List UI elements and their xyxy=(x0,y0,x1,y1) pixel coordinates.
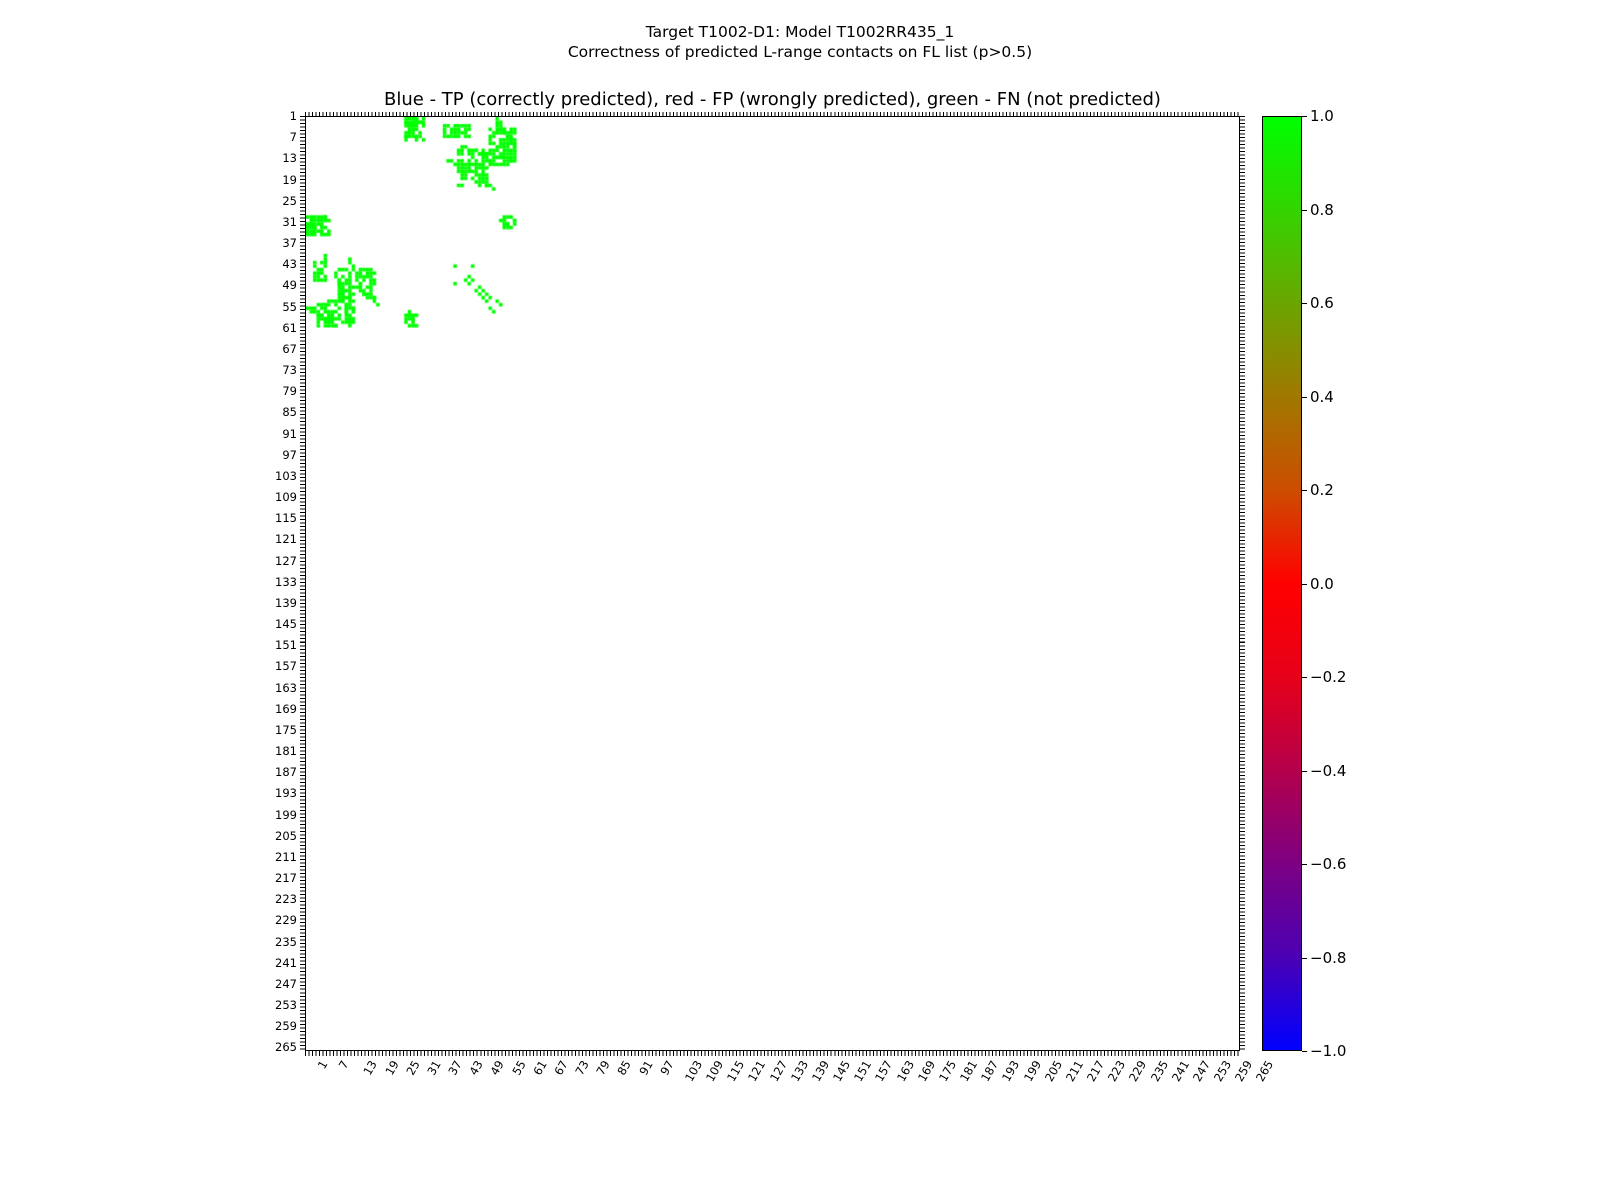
colorbar-tick xyxy=(1302,303,1307,304)
colorbar-tick xyxy=(1302,677,1307,678)
y-tick-label: 37 xyxy=(282,236,297,251)
y-tick-label: 31 xyxy=(282,214,297,229)
y-tick-label: 91 xyxy=(282,426,297,441)
y-axis-tick-labels xyxy=(240,109,297,1055)
x-tick-label: 19 xyxy=(381,1058,402,1078)
y-tick-label: 127 xyxy=(275,553,297,568)
x-tick-label: 79 xyxy=(593,1058,613,1078)
y-tick-label: 223 xyxy=(275,892,297,907)
y-tick-label: 67 xyxy=(282,341,297,356)
y-tick-label: 25 xyxy=(282,193,297,208)
x-axis-ticks-bottom xyxy=(305,1051,1240,1056)
colorbar-tick-label: 0.6 xyxy=(1310,294,1334,312)
x-tick-label: 37 xyxy=(445,1058,465,1078)
x-tick-label: 13 xyxy=(360,1058,381,1078)
colorbar-tick-labels xyxy=(1310,107,1390,1060)
x-tick-label: 121 xyxy=(745,1058,769,1085)
colorbar-tick-label: 1.0 xyxy=(1310,107,1334,125)
colorbar-tick-label: −1.0 xyxy=(1310,1042,1347,1060)
x-tick-label: 61 xyxy=(530,1058,550,1078)
colorbar-tick xyxy=(1302,397,1307,398)
x-tick-label: 223 xyxy=(1105,1058,1129,1085)
colorbar-tick-label: −0.8 xyxy=(1310,948,1347,967)
x-tick-label: 151 xyxy=(851,1058,875,1085)
x-tick-label: 49 xyxy=(487,1058,508,1078)
y-tick-label: 181 xyxy=(275,744,297,759)
y-tick-label: 43 xyxy=(282,257,297,272)
x-tick-label: 175 xyxy=(935,1058,959,1085)
x-tick-label: 229 xyxy=(1126,1058,1150,1085)
colorbar-gradient xyxy=(1262,116,1302,1051)
y-tick-label: 229 xyxy=(275,913,297,928)
y-tick-label: 217 xyxy=(275,871,297,886)
y-tick-label: 97 xyxy=(282,447,297,462)
y-tick-label: 199 xyxy=(275,807,297,822)
colorbar-tick-label: 0.4 xyxy=(1310,387,1334,406)
x-tick-label: 199 xyxy=(1020,1058,1044,1085)
x-tick-label: 265 xyxy=(1253,1058,1277,1085)
x-tick-label: 193 xyxy=(999,1058,1023,1085)
x-tick-label: 187 xyxy=(978,1058,1002,1085)
x-tick-label: 109 xyxy=(703,1058,727,1085)
y-tick-label: 19 xyxy=(282,172,297,187)
x-tick-label: 133 xyxy=(787,1058,811,1085)
y-tick-label: 55 xyxy=(282,299,297,314)
colorbar-tick-label: −0.2 xyxy=(1310,668,1347,686)
colorbar-tick xyxy=(1302,116,1307,117)
x-axis-tick-labels xyxy=(305,1058,1277,1118)
colorbar-tick xyxy=(1302,1051,1307,1052)
colorbar-ticks xyxy=(1302,116,1308,1051)
x-tick-label: 169 xyxy=(914,1058,938,1085)
x-tick-label: 67 xyxy=(551,1058,571,1078)
colorbar-tick-label: −0.6 xyxy=(1310,855,1347,873)
y-tick-label: 85 xyxy=(282,405,297,420)
y-tick-label: 121 xyxy=(275,532,297,547)
y-tick-label: 157 xyxy=(275,659,297,674)
x-tick-label: 103 xyxy=(681,1058,705,1085)
x-tick-label: 73 xyxy=(572,1058,592,1078)
x-tick-label: 211 xyxy=(1062,1058,1087,1085)
x-tick-label: 139 xyxy=(808,1058,832,1085)
contact-map-plot[interactable] xyxy=(305,116,1240,1051)
x-tick-label: 55 xyxy=(508,1058,529,1078)
y-axis-ticks-right xyxy=(1240,116,1245,1051)
x-tick-label: 43 xyxy=(466,1058,486,1078)
x-tick-label: 247 xyxy=(1189,1058,1214,1085)
y-tick-label: 265 xyxy=(275,1040,297,1055)
colorbar-tick-label: 0.2 xyxy=(1310,481,1334,499)
x-tick-label: 91 xyxy=(635,1058,656,1078)
contact-map-canvas xyxy=(306,117,1239,1050)
x-tick-label: 115 xyxy=(724,1058,748,1085)
y-tick-label: 79 xyxy=(282,384,297,399)
x-tick-label: 145 xyxy=(830,1058,854,1085)
x-tick-label: 157 xyxy=(872,1058,896,1085)
colorbar-tick xyxy=(1302,771,1307,772)
x-tick-label: 1 xyxy=(314,1058,331,1072)
x-tick-label: 181 xyxy=(957,1058,981,1085)
y-tick-label: 259 xyxy=(275,1019,297,1034)
y-tick-label: 163 xyxy=(275,680,297,695)
y-tick-label: 73 xyxy=(282,363,297,378)
y-tick-label: 247 xyxy=(275,976,297,991)
y-tick-label: 13 xyxy=(282,151,297,166)
colorbar-tick-label: −0.4 xyxy=(1310,761,1347,780)
y-tick-label: 193 xyxy=(275,786,297,801)
colorbar-tick xyxy=(1302,958,1307,959)
y-tick-label: 103 xyxy=(275,468,297,483)
colorbar-tick xyxy=(1302,584,1307,585)
y-tick-label: 61 xyxy=(282,320,297,335)
x-tick-label: 7 xyxy=(335,1058,352,1072)
y-tick-label: 145 xyxy=(275,617,297,632)
y-tick-label: 175 xyxy=(275,722,297,737)
x-tick-label: 217 xyxy=(1084,1058,1108,1085)
figure-title-line2: Correctness of predicted L-range contacts on FL list (p>0.5) xyxy=(567,43,1033,61)
x-tick-label: 205 xyxy=(1041,1058,1065,1085)
x-tick-label: 259 xyxy=(1232,1058,1256,1085)
axes-title-legend: Blue - TP (correctly predicted), red - FP (wrongly predicted), green - FN (not predicted) xyxy=(384,89,1161,110)
x-tick-label: 163 xyxy=(893,1058,917,1085)
y-tick-label: 187 xyxy=(275,765,297,780)
x-tick-label: 25 xyxy=(402,1058,423,1078)
colorbar-tick xyxy=(1302,490,1307,491)
y-tick-label: 49 xyxy=(282,278,297,293)
y-tick-label: 133 xyxy=(275,574,297,589)
y-tick-label: 1 xyxy=(289,109,297,123)
y-tick-label: 151 xyxy=(275,638,297,653)
y-tick-label: 241 xyxy=(275,955,297,970)
colorbar-tick xyxy=(1302,864,1307,865)
y-tick-label: 211 xyxy=(275,849,297,864)
y-tick-label: 205 xyxy=(275,828,297,843)
y-tick-label: 109 xyxy=(275,490,297,505)
x-tick-label: 97 xyxy=(657,1058,677,1078)
colorbar-tick-label: 0.8 xyxy=(1310,200,1334,219)
x-tick-label: 31 xyxy=(424,1058,444,1078)
x-tick-label: 241 xyxy=(1168,1058,1192,1085)
y-tick-label: 235 xyxy=(275,934,297,949)
x-tick-label: 85 xyxy=(614,1058,635,1078)
colorbar-tick xyxy=(1302,210,1307,211)
y-tick-label: 169 xyxy=(275,701,297,716)
x-tick-label: 127 xyxy=(766,1058,790,1085)
colorbar-tick-label: 0.0 xyxy=(1310,574,1334,593)
y-tick-label: 139 xyxy=(275,595,297,610)
y-tick-label: 7 xyxy=(289,130,297,145)
x-tick-label: 235 xyxy=(1147,1058,1171,1085)
y-tick-label: 115 xyxy=(275,511,297,526)
x-tick-label: 253 xyxy=(1211,1058,1235,1085)
y-tick-label: 253 xyxy=(275,998,297,1013)
figure-title-line1: Target T1002-D1: Model T1002RR435_1 xyxy=(645,23,955,41)
